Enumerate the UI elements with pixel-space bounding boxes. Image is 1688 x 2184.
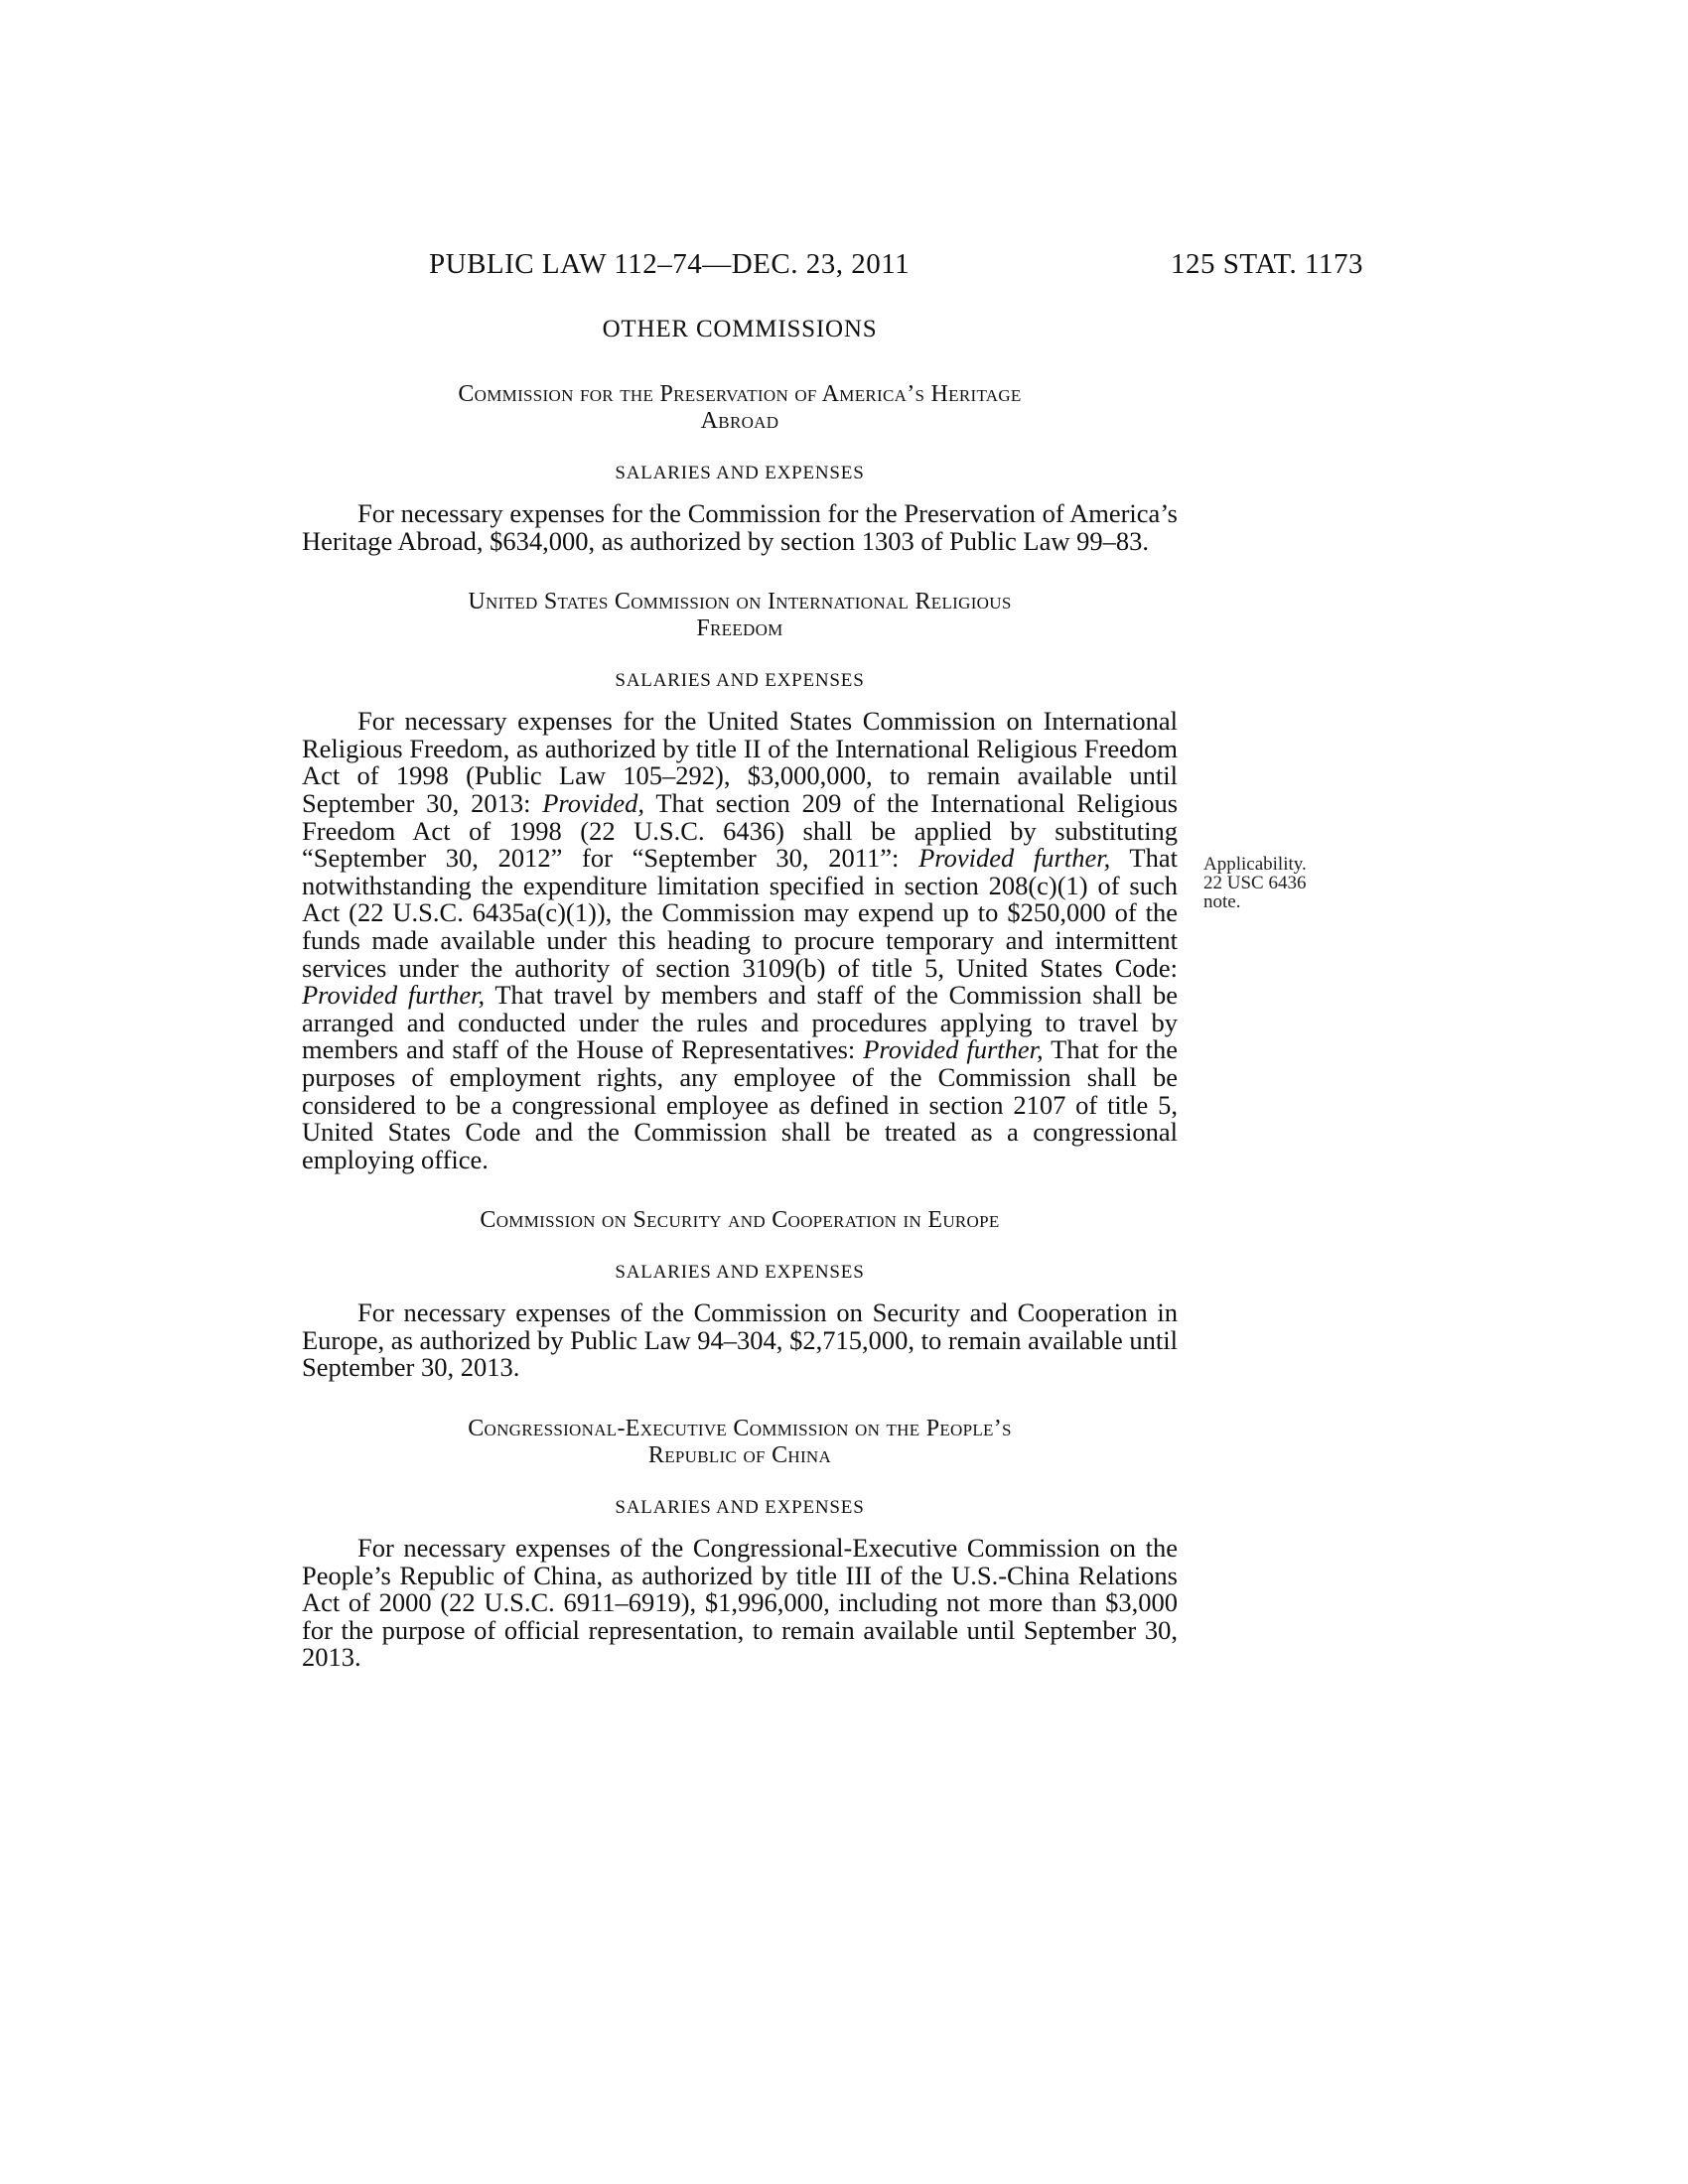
agency-heading-line: Commission on Security and Cooperation in Europe — [480, 1207, 1000, 1234]
agency-section — [302, 1416, 1178, 1672]
proviso-text: Provided further, — [918, 843, 1111, 874]
appropriation-paragraph — [302, 708, 1178, 1173]
margin-note — [1203, 855, 1342, 911]
running-head — [0, 248, 1688, 288]
paragraph-text: That for the purposes of employment rights, any employee of the Commission shall be considered to be a congressional employee as defined in section 2107 of title 5, United States Code and the Commission shall be treated as a congressional employing office. — [302, 1034, 1178, 1174]
agency-heading — [302, 1207, 1178, 1234]
paragraph-text: For necessary expenses for the United States Commission on International Religious Freedom, as authorized by title II of the International Religious Freedom Act of 1998 (Public Law 105–292), $3,000,000, to remain available until September 30, 2013: — [302, 706, 1178, 818]
agency-heading-line: Commission for the Preservation of America’s Heritage — [458, 381, 1022, 407]
paragraph-text: That section 209 of the International Religious Freedom Act of 1998 (22 U.S.C. 6436) shall be applied by substituting “September 30, 2012” for “September 30, 2011”: — [302, 787, 1179, 874]
margin-note-line: 22 USC 6436 — [1203, 873, 1307, 893]
appropriation-paragraph: For necessary expenses for the Commission for the Preservation of America’s Heritage Abroad, $634,000, as authorized by section 1303 of Public Law 99–83. — [302, 498, 1178, 556]
section-heading: OTHER COMMISSIONS — [602, 316, 878, 342]
appropriation-paragraph: For necessary expenses of the Commission on Security and Cooperation in Europe, as authorized by Public Law 94–304, $2,715,000, to remain available until September 30, 2013. — [302, 1297, 1178, 1383]
margin-note-line: note. — [1203, 891, 1241, 912]
appropriation-paragraph: For necessary expenses of the Congressional-Executive Commission on the People’s Republic of China, as authorized by title III of the U.S.-China Relations Act of 2000 (22 U.S.C. 6911–6919), $1,996,000, including not more than $3,000 for the purpose of official representation, to remain available until September 30, 2013. — [302, 1533, 1178, 1673]
margin-note-line: Applicability. — [1203, 854, 1307, 875]
paragraph-text: That notwithstanding the expenditure limitation specified in section 208(c)(1) of such Act (22 U.S.C. 6435a(c)(1)), the Commission may expend up to $250,000 of the funds made available under this heading to procure temporary and intermittent services under the authority of section 3109(b) of title 5, United States Code: — [302, 843, 1178, 983]
agency-heading-line: Republic of China — [647, 1442, 832, 1469]
proviso-text: Provided, — [542, 787, 645, 818]
sub-heading: SALARIES AND EXPENSES — [615, 1262, 865, 1284]
sub-heading: SALARIES AND EXPENSES — [615, 1497, 865, 1519]
agency-heading — [302, 381, 1178, 435]
agency-heading-line: Congressional-Executive Commission on the People’s — [468, 1416, 1012, 1442]
sub-heading: SALARIES AND EXPENSES — [615, 463, 865, 483]
paragraph-text: That travel by members and staff of the Commission shall be arranged and conducted under the rules and procedures applying to travel by members and staff of the House of Representatives: — [302, 980, 1178, 1065]
main-text — [302, 316, 1178, 1706]
agency-heading-line: United States Commission on International Religious — [468, 589, 1012, 615]
sub-heading: SALARIES AND EXPENSES — [615, 670, 865, 692]
agency-heading — [302, 589, 1178, 642]
agency-section — [302, 381, 1178, 555]
proviso-text: Provided further, — [302, 980, 486, 1011]
agency-section — [302, 589, 1178, 1173]
agency-heading-line: Freedom — [696, 615, 783, 642]
agency-heading-line: Abroad — [700, 408, 779, 434]
running-head-title: PUBLIC LAW 112–74—DEC. 23, 2011 — [429, 248, 911, 280]
agency-heading — [302, 1416, 1178, 1469]
agency-section — [302, 1207, 1178, 1382]
proviso-text: Provided further, — [863, 1034, 1044, 1065]
running-head-stat-page: 125 STAT. 1173 — [1171, 248, 1363, 280]
